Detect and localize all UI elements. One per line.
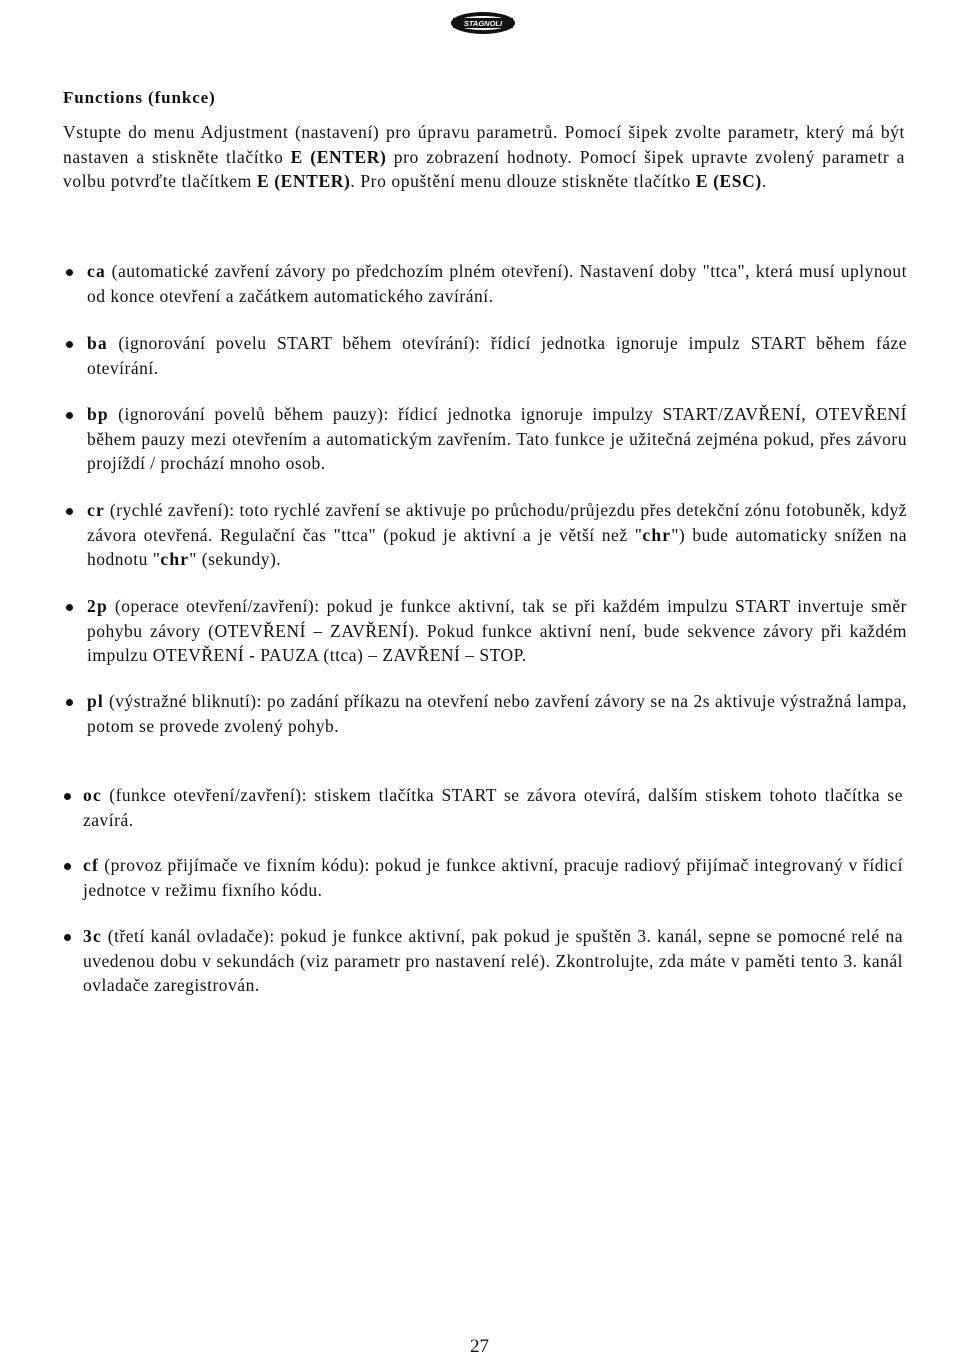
function-code: ca bbox=[87, 261, 106, 281]
intro-text-3: . Pro opuštění menu dlouze stiskněte tlačítko bbox=[350, 171, 696, 191]
list-item-pl bbox=[87, 689, 907, 738]
list-item-cf bbox=[83, 853, 903, 902]
page-number: 27 bbox=[470, 1336, 489, 1357]
function-description: (funkce otevření/zavření): stiskem tlačítka START se závora otevírá, dalším stiskem tohoto tlačítka se zavírá. bbox=[83, 785, 903, 830]
function-code: bp bbox=[87, 404, 109, 424]
function-code: cr bbox=[87, 500, 105, 520]
section-title: Functions (funkce) bbox=[63, 88, 216, 107]
logo-text: STAGNOLI bbox=[463, 19, 503, 28]
list-item-3c bbox=[83, 924, 903, 998]
function-description: (provoz přijímače ve fixním kódu): pokud je funkce aktivní, pracuje radiový přijímač integrovaný v řídicí jednotce v režimu fixního kódu. bbox=[83, 855, 903, 900]
function-code-chr: chr bbox=[642, 524, 672, 545]
function-description: (ignorování povelu START během otevírání): řídicí jednotka ignoruje impulz START během fáze otevírání. bbox=[87, 333, 907, 378]
intro-text-4: . bbox=[761, 171, 767, 191]
intro-paragraph bbox=[63, 120, 905, 194]
function-code-chr: chr bbox=[160, 549, 190, 569]
function-code: pl bbox=[87, 691, 104, 711]
bullet-icon bbox=[66, 412, 73, 419]
function-code: 2p bbox=[87, 596, 108, 616]
bullet-icon bbox=[66, 604, 73, 611]
bullet-icon bbox=[66, 269, 73, 276]
bullet-icon bbox=[64, 793, 71, 800]
list-item-bp bbox=[87, 402, 907, 476]
function-description: (ignorování povelů během pauzy): řídicí jednotka ignoruje impulzy START/ZAVŘENÍ, OTEVŘENÍ během pauzy mezi otevřením a automatickým zavřením. Tato funkce je užitečná zejména pokud, přes závoru projíždí / prochází mnoho osob. bbox=[87, 404, 907, 473]
function-description: (operace otevření/zavření): pokud je funkce aktivní, tak se při každém impulzu START invertuje směr pohybu závory (OTEVŘENÍ – ZAVŘENÍ). Pokud funkce aktivní není, bude sekvence závory při každém impulzu OTEVŘENÍ - PAUZA (ttca) – ZAVŘENÍ – STOP. bbox=[87, 596, 907, 665]
bullet-icon bbox=[66, 508, 73, 515]
bullet-icon bbox=[64, 863, 71, 870]
function-description: (výstražné bliknutí): po zadání příkazu na otevření nebo zavření závory se na 2s aktivuje výstražná lampa, potom se provede zvolený pohyb. bbox=[87, 691, 907, 736]
key-enter-2: E (ENTER) bbox=[256, 171, 351, 191]
bullet-icon bbox=[66, 341, 73, 348]
bullet-icon bbox=[64, 934, 71, 941]
function-code: oc bbox=[83, 785, 102, 805]
stagnoli-logo bbox=[447, 4, 519, 38]
key-esc: E (ESC) bbox=[695, 171, 762, 191]
function-code: 3c bbox=[83, 926, 102, 946]
function-description: (třetí kanál ovladače): pokud je funkce aktivní, pak pokud je spuštěn 3. kanál, sepne se pomocné relé na uvedenou dobu v sekundách (viz parametr pro nastavení relé). Zkontrolujte, zda máte v paměti tento 3. kanál ovladače zaregistrován. bbox=[83, 926, 903, 995]
intro-text-1: Vstupte do menu Adjustment (nastavení) pro úpravu parametrů. Pomocí šipek zvolte parametr, který má být nastaven a stiskněte tlačítko bbox=[63, 122, 905, 167]
function-code: cf bbox=[83, 855, 99, 875]
function-description: (automatické zavření závory po předchozím plném otevření). Nastavení doby "ttca", která musí uplynout od konce otevření a začátkem automatického zavírání. bbox=[87, 261, 907, 306]
key-enter-1: E (ENTER) bbox=[290, 146, 387, 167]
function-code: ba bbox=[87, 333, 108, 353]
function-description-cont: ") bude automaticky snížen na hodnotu " bbox=[87, 524, 907, 569]
list-item-ca bbox=[87, 259, 907, 308]
intro-text-2: pro zobrazení hodnoty. Pomocí šipek upravte zvolený parametr a volbu potvrďte tlačítkem bbox=[63, 146, 905, 191]
list-item-oc bbox=[83, 783, 903, 832]
function-description-end: " (sekundy). bbox=[189, 549, 282, 569]
list-item-ba bbox=[87, 331, 907, 380]
bullet-icon bbox=[66, 699, 73, 706]
function-description: (rychlé zavření): toto rychlé zavření se aktivuje po průchodu/průjezdu přes detekční zónu fotobuněk, když závora otevřená. Regulační čas "ttca" (pokud je aktivní a je větší než " bbox=[87, 500, 907, 545]
list-item-2p bbox=[87, 594, 907, 668]
list-item-cr bbox=[87, 498, 907, 572]
